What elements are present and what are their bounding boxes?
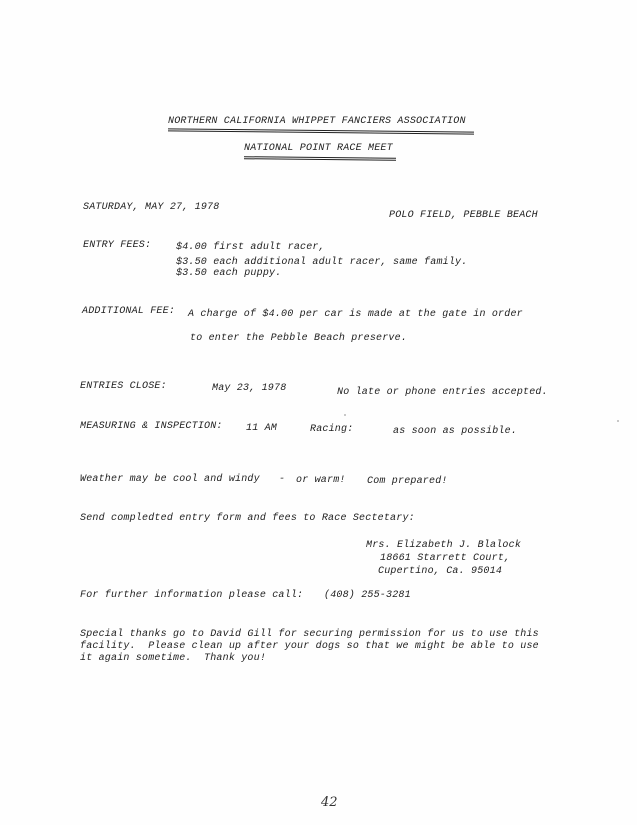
event-title-underline-2 — [244, 158, 396, 161]
measuring-label: MEASURING & INSPECTION: — [80, 421, 223, 432]
event-title: NATIONAL POINT RACE MEET — [244, 143, 393, 154]
address-city: Cupertino, Ca. 95014 — [378, 566, 503, 577]
thanks-line-3: it again sometime. Thank you! — [80, 653, 267, 664]
weather-text: Weather may be cool and windy — [80, 474, 260, 485]
entries-close-date: May 23, 1978 — [212, 383, 287, 394]
weather-dash: - — [279, 474, 286, 485]
additional-fee-line-1: A charge of $4.00 per car is made at the gate in order — [188, 309, 523, 320]
additional-fee-line-2: to enter the Pebble Beach preserve. — [190, 333, 408, 344]
entry-fees-label: ENTRY FEES: — [83, 240, 152, 251]
info-text: For further information please call: — [80, 590, 304, 601]
entries-close-label: ENTRIES CLOSE: — [80, 381, 167, 392]
paper-speck — [617, 420, 619, 422]
paper-speck — [344, 414, 346, 416]
page-number: 42 — [321, 795, 338, 810]
address-street: 18661 Starrett Court, — [380, 553, 511, 564]
send-instructions: Send compledted entry form and fees to Race Sectetary: — [80, 513, 415, 524]
racing-label: Racing: — [310, 424, 354, 435]
address-name: Mrs. Elizabeth J. Blalock — [366, 540, 522, 551]
thanks-line-1: Special thanks go to David Gill for securing permission for us to use this — [80, 629, 539, 640]
info-phone: (408) 255-3281 — [324, 590, 411, 601]
event-date: SATURDAY, MAY 27, 1978 — [83, 202, 220, 213]
entries-close-note: No late or phone entries accepted. — [337, 387, 548, 398]
additional-fee-label: ADDITIONAL FEE: — [82, 306, 176, 317]
measuring-time: 11 AM — [246, 423, 278, 434]
event-location: POLO FIELD, PEBBLE BEACH — [389, 210, 538, 221]
entry-fee-line-1: $4.00 first adult racer, — [176, 242, 325, 253]
org-title: NORTHERN CALIFORNIA WHIPPET FANCIERS ASSOCIATION — [168, 116, 466, 127]
weather-com: Com prepared! — [367, 476, 448, 487]
racing-value: as soon as possible. — [393, 426, 518, 437]
entry-fee-line-2: $3.50 each additional adult racer, same family. — [176, 257, 468, 268]
weather-rest: or warm! — [296, 475, 346, 486]
entry-fee-line-3: $3.50 each puppy. — [176, 268, 282, 279]
thanks-line-2: facility. Please clean up after your dogs so that we might be able to use — [80, 641, 539, 652]
